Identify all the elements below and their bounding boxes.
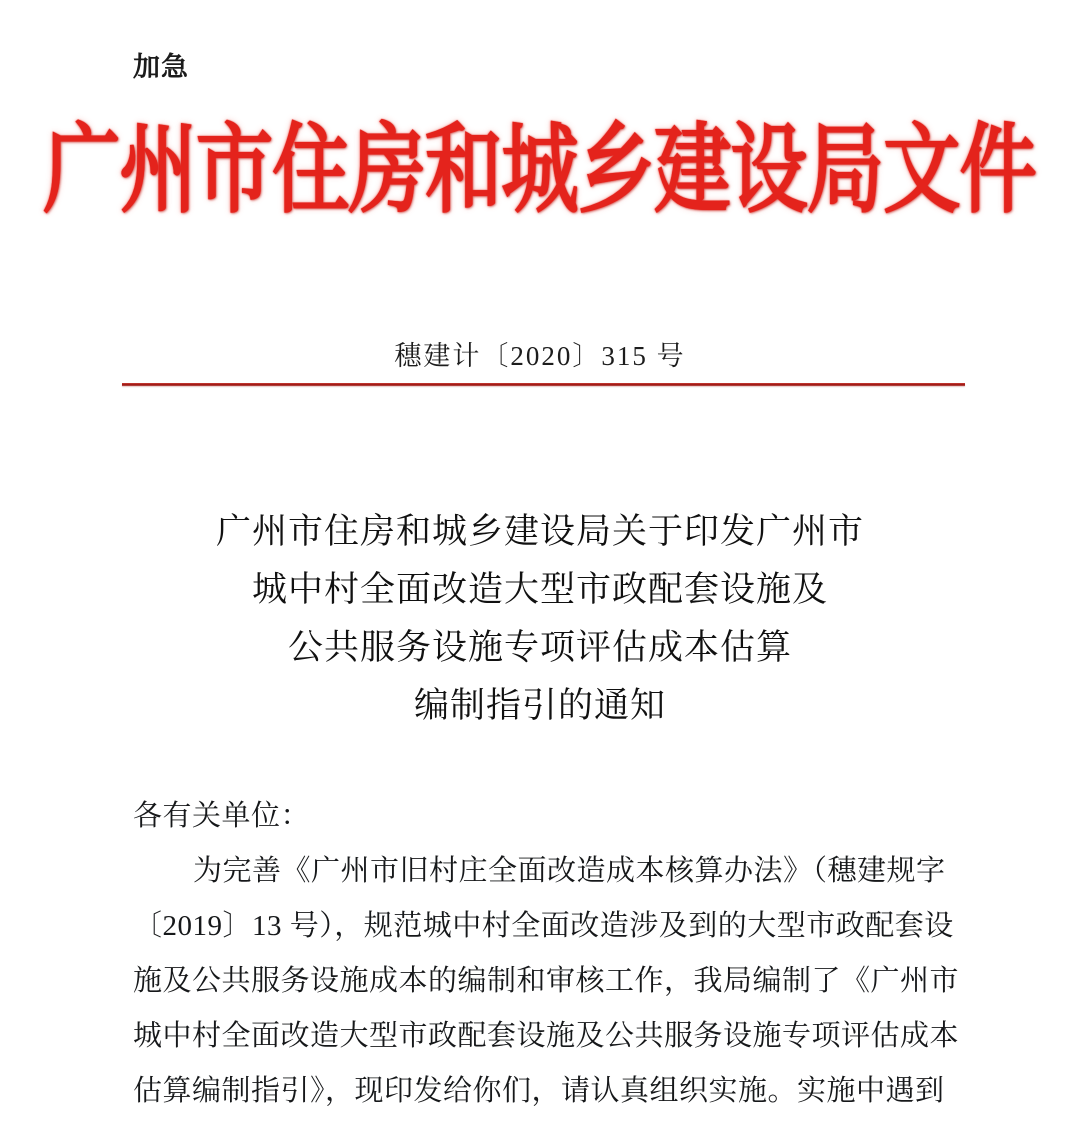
body-line: 施及公共服务设施成本的编制和审核工作，我局编制了《广州市 — [133, 965, 960, 997]
title-line: 公共服务设施专项评估成本估算 — [287, 628, 792, 667]
body-line: 城中村全面改造大型市政配套设施及公共服务设施专项评估成本 — [133, 1020, 960, 1052]
body-line: 〔2019〕13 号），规范城中村全面改造涉及到的大型市政配套设 — [133, 910, 954, 942]
masthead — [0, 117, 1080, 226]
body-line: 估算编制指引》，现印发给你们，请认真组织实施。实施中遇到 — [133, 1075, 945, 1107]
urgency-mark: 加急 — [133, 52, 189, 82]
document-number: 穗建计〔2020〕315 号 — [394, 341, 686, 371]
document-title — [0, 503, 1080, 735]
title-line: 广州市住房和城乡建设局关于印发广州市 — [215, 512, 864, 551]
title-line: 编制指引的通知 — [413, 686, 666, 725]
document-body — [133, 789, 993, 1119]
masthead-title: 广州市住房和城乡建设局文件 — [43, 117, 1037, 226]
red-separator-rule — [122, 383, 965, 386]
title-line: 城中村全面改造大型市政配套设施及 — [251, 570, 828, 609]
body-line: 为完善《广州市旧村庄全面改造成本核算办法》（穗建规字 — [193, 855, 946, 887]
salutation: 各有关单位： — [133, 800, 311, 832]
